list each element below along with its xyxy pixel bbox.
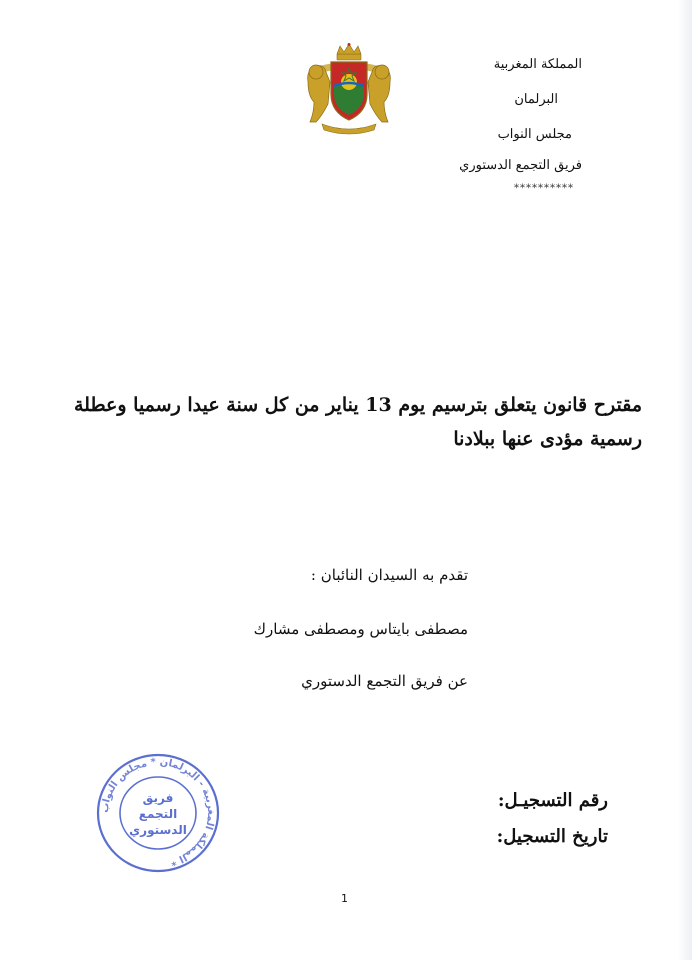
svg-text:التجمع: التجمع — [138, 807, 178, 821]
moroccan-coat-of-arms-icon — [300, 42, 398, 136]
deputies-names: مصطفى بايتاس ومصطفى مشارك — [253, 620, 468, 638]
svg-text:فريق: فريق — [142, 791, 174, 805]
registration-number-label: رقم التسجيـل: — [497, 790, 608, 811]
page-number: 1 — [341, 892, 348, 905]
header-separator-stars: ********** — [514, 183, 574, 194]
svg-text:الدستوري: الدستوري — [129, 823, 187, 837]
on-behalf-of-group: عن فريق التجمع الدستوري — [301, 672, 468, 690]
registration-date-label: تاريخ التسجيل: — [496, 826, 608, 847]
presented-by: تقدم به السيدان النائبان : — [310, 566, 468, 584]
header-house: مجلس النواب — [497, 127, 572, 142]
page-edge-shadow — [678, 0, 692, 960]
header-kingdom: المملكة المغربية — [493, 57, 582, 72]
header-parliament: البرلمان — [514, 92, 558, 107]
official-stamp-icon — [93, 750, 223, 876]
svg-text:المملكة المغربية - البرلمان *: المملكة المغربية - البرلمان * مجلس النواب * — [99, 756, 217, 868]
document-title: مقترح قانون يتعلق بترسيم يوم 13 يناير من كل سنة عيدا رسميا وعطلة رسمية مؤدى عنها ببلادنا — [73, 394, 642, 450]
header-group: فريق التجمع الدستوري — [459, 158, 582, 173]
